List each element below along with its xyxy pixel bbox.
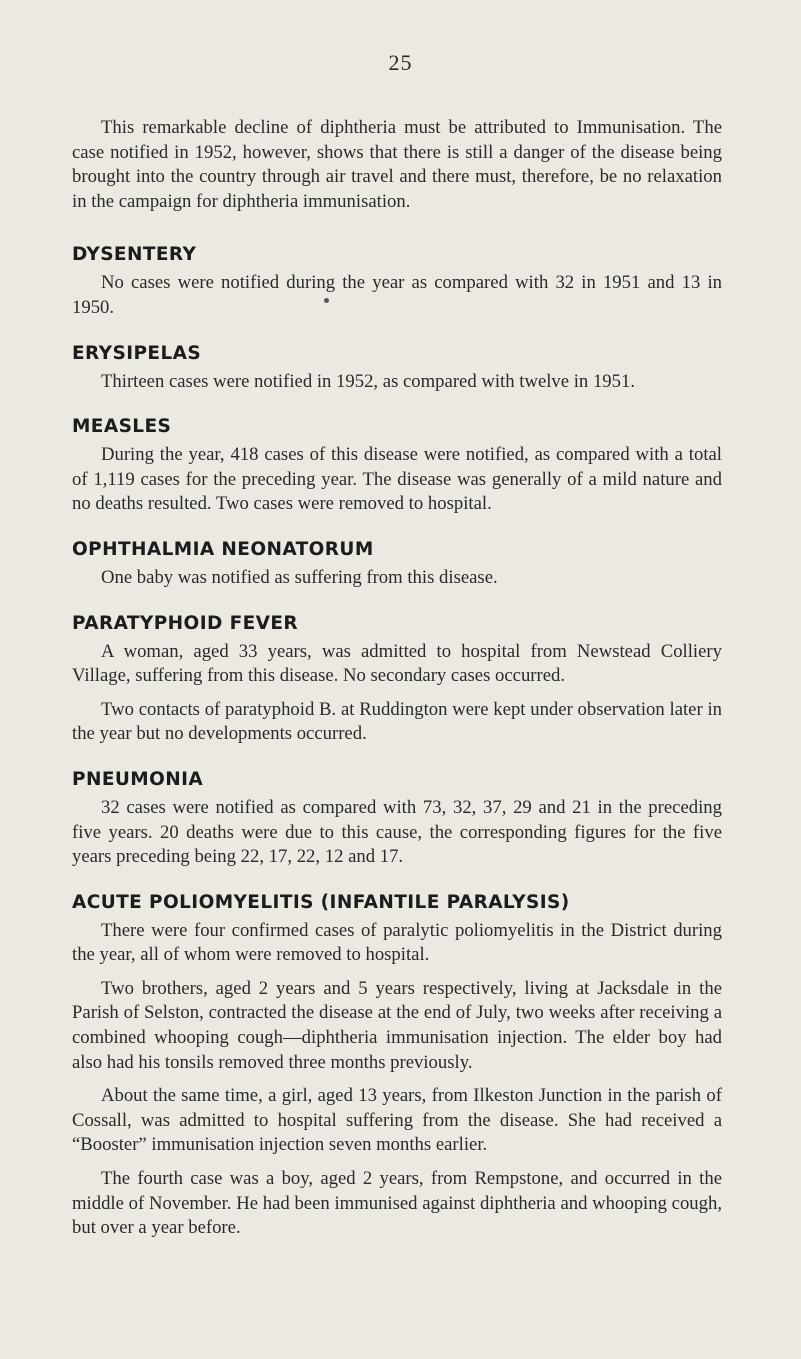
section-paragraph: A woman, aged 33 years, was admitted to hospital from Newstead Colliery Village, suffering from this disease. No secondary cases occurred. [72, 640, 722, 687]
section-paragraph: One baby was notified as suffering from this disease. [101, 566, 498, 588]
section-paragraph: There were four confirmed cases of paralytic poliomyelitis in the District during the year, all of whom were removed to hospital. [72, 919, 722, 966]
section-paragraph: Two brothers, aged 2 years and 5 years respectively, living at Jacksdale in the Parish of Selston, contracted the disease at the end of July, two weeks after receiving a combined whooping cough—diphtheria immunisation injection. The elder boy had also had his tonsils removed three months previously. [72, 977, 722, 1073]
section-paragraph: About the same time, a girl, aged 13 years, from Ilkeston Junction in the parish of Cossall, was admitted to hospital suffering from the disease. She had received a “Booster” immunisation injection seven months earlier. [72, 1085, 722, 1156]
section-paragraph: Two contacts of paratyphoid B. at Ruddington were kept under observation later in the year but no developments occurred. [72, 698, 722, 745]
section-paragraph: 32 cases were notified as compared with 73, 32, 37, 29 and 21 in the preceding five years. 20 deaths were due to this cause, the corresponding figures for the five years preceding being 22, 17, 22, 12 and 17. [72, 796, 722, 868]
section-paragraph: During the year, 418 cases of this disease were notified, as compared with a total of 1,119 cases for the preceding year. The disease was generally of a mild nature and no deaths resulted. Two cases were removed to hospital. [72, 444, 722, 515]
section-heading: ACUTE POLIOMYELITIS (INFANTILE PARALYSIS) [72, 891, 570, 913]
section-paratyphoid-fever [72, 611, 722, 747]
section-paragraph: Thirteen cases were notified in 1952, as compared with twelve in 1951. [101, 370, 635, 392]
section-heading: PNEUMONIA [72, 768, 204, 790]
section-ophthalmia-neonatorum [72, 537, 722, 591]
section-paragraph: No cases were notified during the year as compared with 32 in 1951 and 13 in 1950. [72, 272, 722, 318]
section-acute-poliomyelitis [72, 890, 722, 1241]
section-erysipelas [72, 341, 722, 395]
page-number: 25 [388, 50, 413, 75]
section-heading: MEASLES [72, 416, 172, 438]
section-measles [72, 414, 722, 517]
section-heading: OPHTHALMIA NEONATORUM [72, 538, 374, 560]
intro-paragraph: This remarkable decline of diphtheria must be attributed to Immunisation. The case notified in 1952, however, shows that there is still a danger of the disease being brought into the country through air travel and there must, therefore, be no relaxation in the campaign for diphtheria immunisation. [72, 117, 722, 212]
section-heading: PARATYPHOID FEVER [72, 612, 299, 634]
section-heading: DYSENTERY [72, 244, 197, 266]
section-dysentery [72, 242, 722, 320]
page-body [72, 116, 722, 1250]
intro-section [72, 116, 722, 214]
section-heading: ERYSIPELAS [72, 342, 202, 364]
section-pneumonia [72, 767, 722, 870]
section-paragraph: The fourth case was a boy, aged 2 years, from Rempstone, and occurred in the middle of November. He had been immunised against diphtheria and whooping cough, but over a year before. [72, 1168, 722, 1239]
